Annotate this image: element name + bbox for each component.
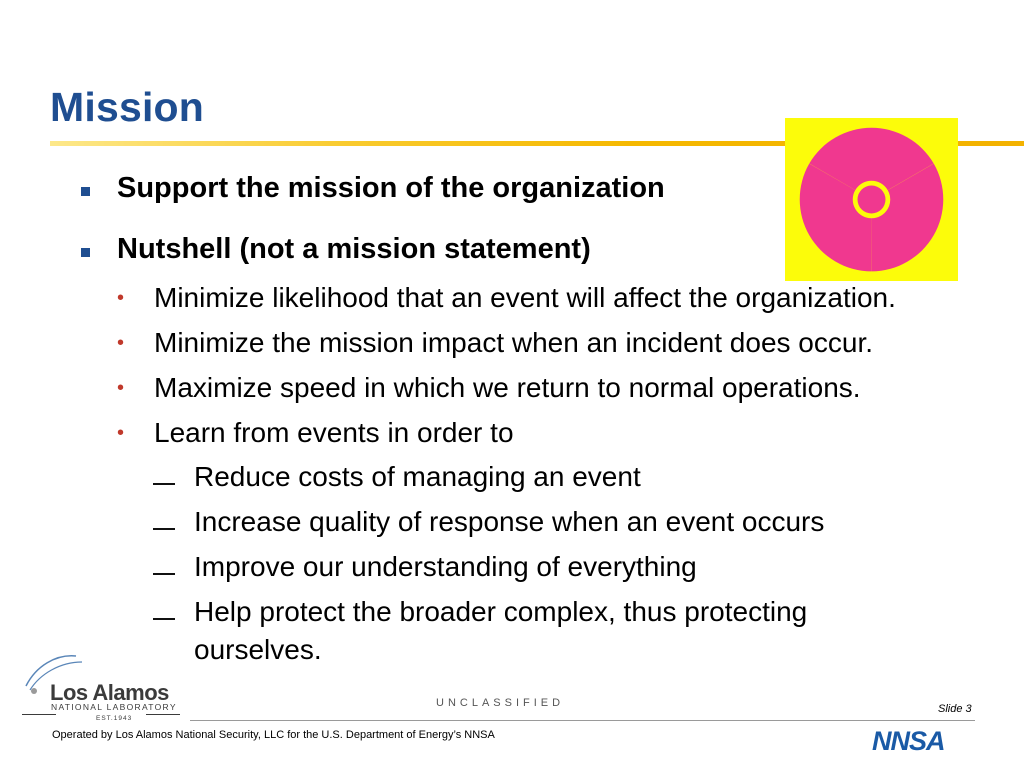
bullet-level2: Minimize likelihood that an event will affect the organization. [154,282,896,313]
nnsa-logo-icon: NNSA [872,726,945,756]
bullet-level2: Learn from events in order to [154,417,514,448]
footer-divider [190,720,975,721]
bullet-dash-icon [153,483,175,485]
bullet-level1: Support the mission of the organization [117,172,665,204]
operated-by-text: Operated by Los Alamos National Security, LLC for the U.S. Department of Energy’s NNSA [52,729,495,741]
bullet-dot-icon: • [117,287,125,309]
bullet-level3-continuation: ourselves. [194,634,322,665]
bullet-square-icon [81,187,90,196]
bullet-level1: Nutshell (not a mission statement) [117,233,591,265]
logo-name: Los Alamos [50,680,169,705]
bullet-dot-icon: • [117,332,125,354]
bullet-dash-icon [153,618,175,620]
bullet-dot-icon: • [117,377,125,399]
bullet-square-icon [81,248,90,257]
bullet-level3: Reduce costs of managing an event [194,461,641,492]
bullet-level3: Improve our understanding of everything [194,551,697,582]
logo-subtitle: NATIONAL LABORATORY [51,702,177,712]
bullet-dot-icon: • [117,422,125,444]
slide-number: Slide 3 [938,703,972,715]
bullet-level2: Maximize speed in which we return to normal operations. [154,372,861,403]
bullet-level3: Increase quality of response when an event occurs [194,506,825,537]
logo-established: EST.1943 [96,715,133,722]
bullet-dash-icon [153,528,175,530]
slide-title: Mission [50,84,205,130]
bullet-dash-icon [153,573,175,575]
classification-label: UNCLASSIFIED [436,697,565,709]
bullet-level2: Minimize the mission impact when an incident does occur. [154,327,874,358]
radiation-hazard-icon [785,118,958,281]
bullet-level3: Help protect the broader complex, thus protecting [194,596,808,627]
